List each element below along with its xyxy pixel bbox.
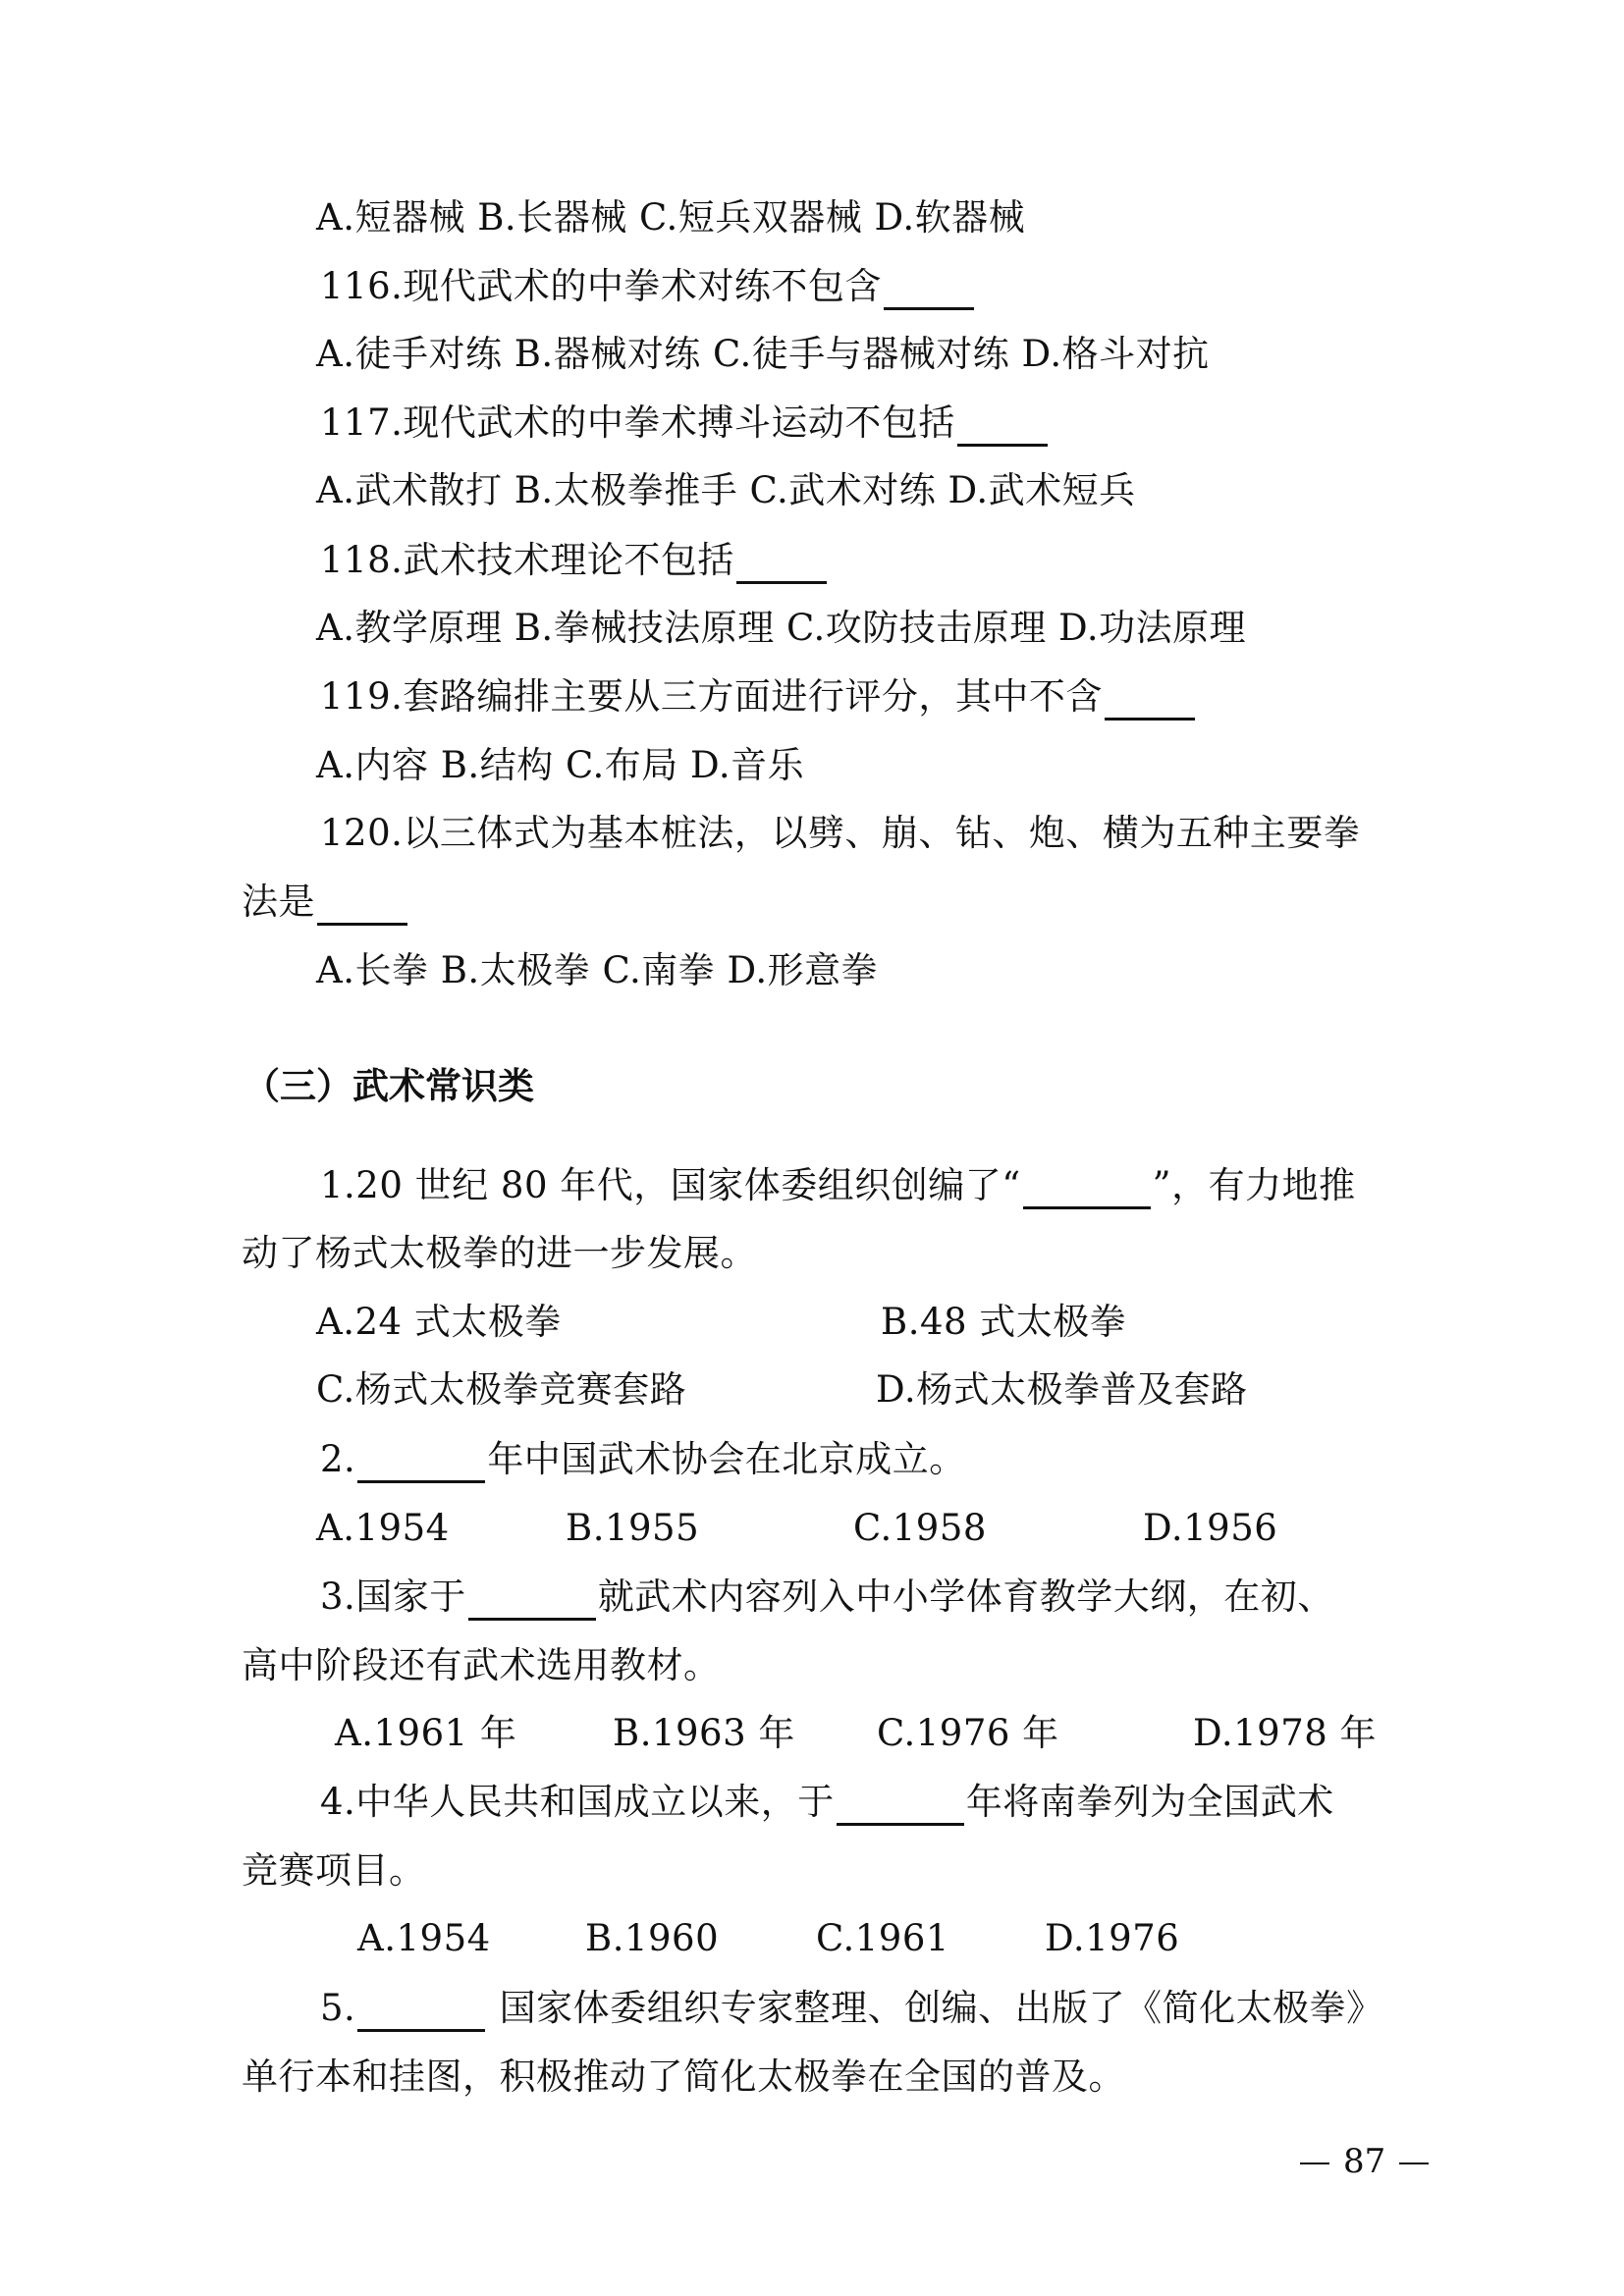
question [320,400,1050,447]
question [320,263,976,310]
answer-blank[interactable] [837,1788,964,1826]
answer-blank[interactable] [884,272,974,310]
option: B.1955 [566,1507,700,1549]
answer-options: A.武术散打 B.太极拳推手 C.武术对练 D.武术短兵 [316,469,1136,511]
answer-options: A.教学原理 B.拳械技法原理 C.攻防技击原理 D.功法原理 [316,607,1247,649]
question [320,673,1197,721]
question-line-2: 高中阶段还有武术选用教材。 [242,1644,721,1686]
answer-blank[interactable] [1105,682,1195,721]
answer-blank[interactable] [357,1994,485,2032]
answer-blank[interactable] [317,887,407,926]
option: A.1961 年 [335,1712,517,1754]
option: A.24 式太极拳 [316,1301,562,1343]
answer-options: A.内容 B.结构 C.布局 D.音乐 [316,744,805,786]
option: B.1963 年 [613,1712,795,1754]
answer-blank[interactable] [1023,1171,1151,1209]
question: 2. 年中国武术协会在北京成立。 [320,1436,966,1483]
question-text: 119.套路编排主要从三方面进行评分，其中不含 [320,675,1103,718]
option: A.1954 [357,1917,491,1959]
dash-right [1399,2163,1429,2164]
option: C.1958 [853,1507,987,1549]
page-number: 87 [1286,2140,1442,2183]
question-text: 116.现代武术的中拳术对练不包含 [320,265,882,307]
question [320,537,829,584]
answer-blank[interactable] [957,408,1048,447]
option: C.1976 年 [877,1712,1059,1754]
section-heading: （三）武术常识类 [244,1065,534,1107]
answer-options: A.长拳 B.太极拳 C.南拳 D.形意拳 [316,949,879,991]
answer-options: A.短器械 B.长器械 C.短兵双器械 D.软器械 [316,196,1026,239]
option: D.杨式太极拳普及套路 [876,1368,1248,1411]
option: B.48 式太极拳 [881,1301,1127,1343]
answer-blank[interactable] [357,1445,485,1483]
option: D.1976 [1045,1917,1180,1959]
option: A.1954 [316,1507,450,1549]
question-text: 118.武术技术理论不包括 [320,539,734,581]
question-line-1: 120.以三体式为基本桩法，以劈、崩、钻、炮、横为五种主要拳 [320,812,1361,854]
answer-blank[interactable] [736,546,827,584]
question-line-2: 竞赛项目。 [242,1849,426,1892]
answer-blank[interactable] [468,1582,596,1621]
question-line-2: 法是 [242,879,409,926]
option: D.1956 [1143,1507,1278,1549]
question-text: 117.现代武术的中拳术搏斗运动不包括 [320,401,955,444]
dash-left [1300,2163,1329,2164]
question-line-1: 5. 国家体委组织专家整理、创编、出版了《简化太极拳》 [320,1985,1383,2032]
answer-options: A.徒手对练 B.器械对练 C.徒手与器械对练 D.格斗对抗 [316,333,1210,375]
question-line-1: 3.国家于 就武术内容列入中小学体育教学大纲，在初、 [320,1574,1334,1621]
question-line-2: 动了杨式太极拳的进一步发展。 [242,1232,757,1274]
option: C.杨式太极拳竞赛套路 [316,1368,687,1411]
question-line-2: 单行本和挂图，积极推动了简化太极拳在全国的普及。 [242,2056,1125,2098]
question-line-1: 1.20 世纪 80 年代，国家体委组织创编了“ ”，有力地推 [320,1162,1356,1209]
question-line-1: 4.中华人民共和国成立以来，于 年将南拳列为全国武术 [320,1779,1334,1826]
option: B.1960 [585,1917,720,1959]
option: D.1978 年 [1193,1712,1378,1754]
option: C.1961 [816,1917,949,1959]
